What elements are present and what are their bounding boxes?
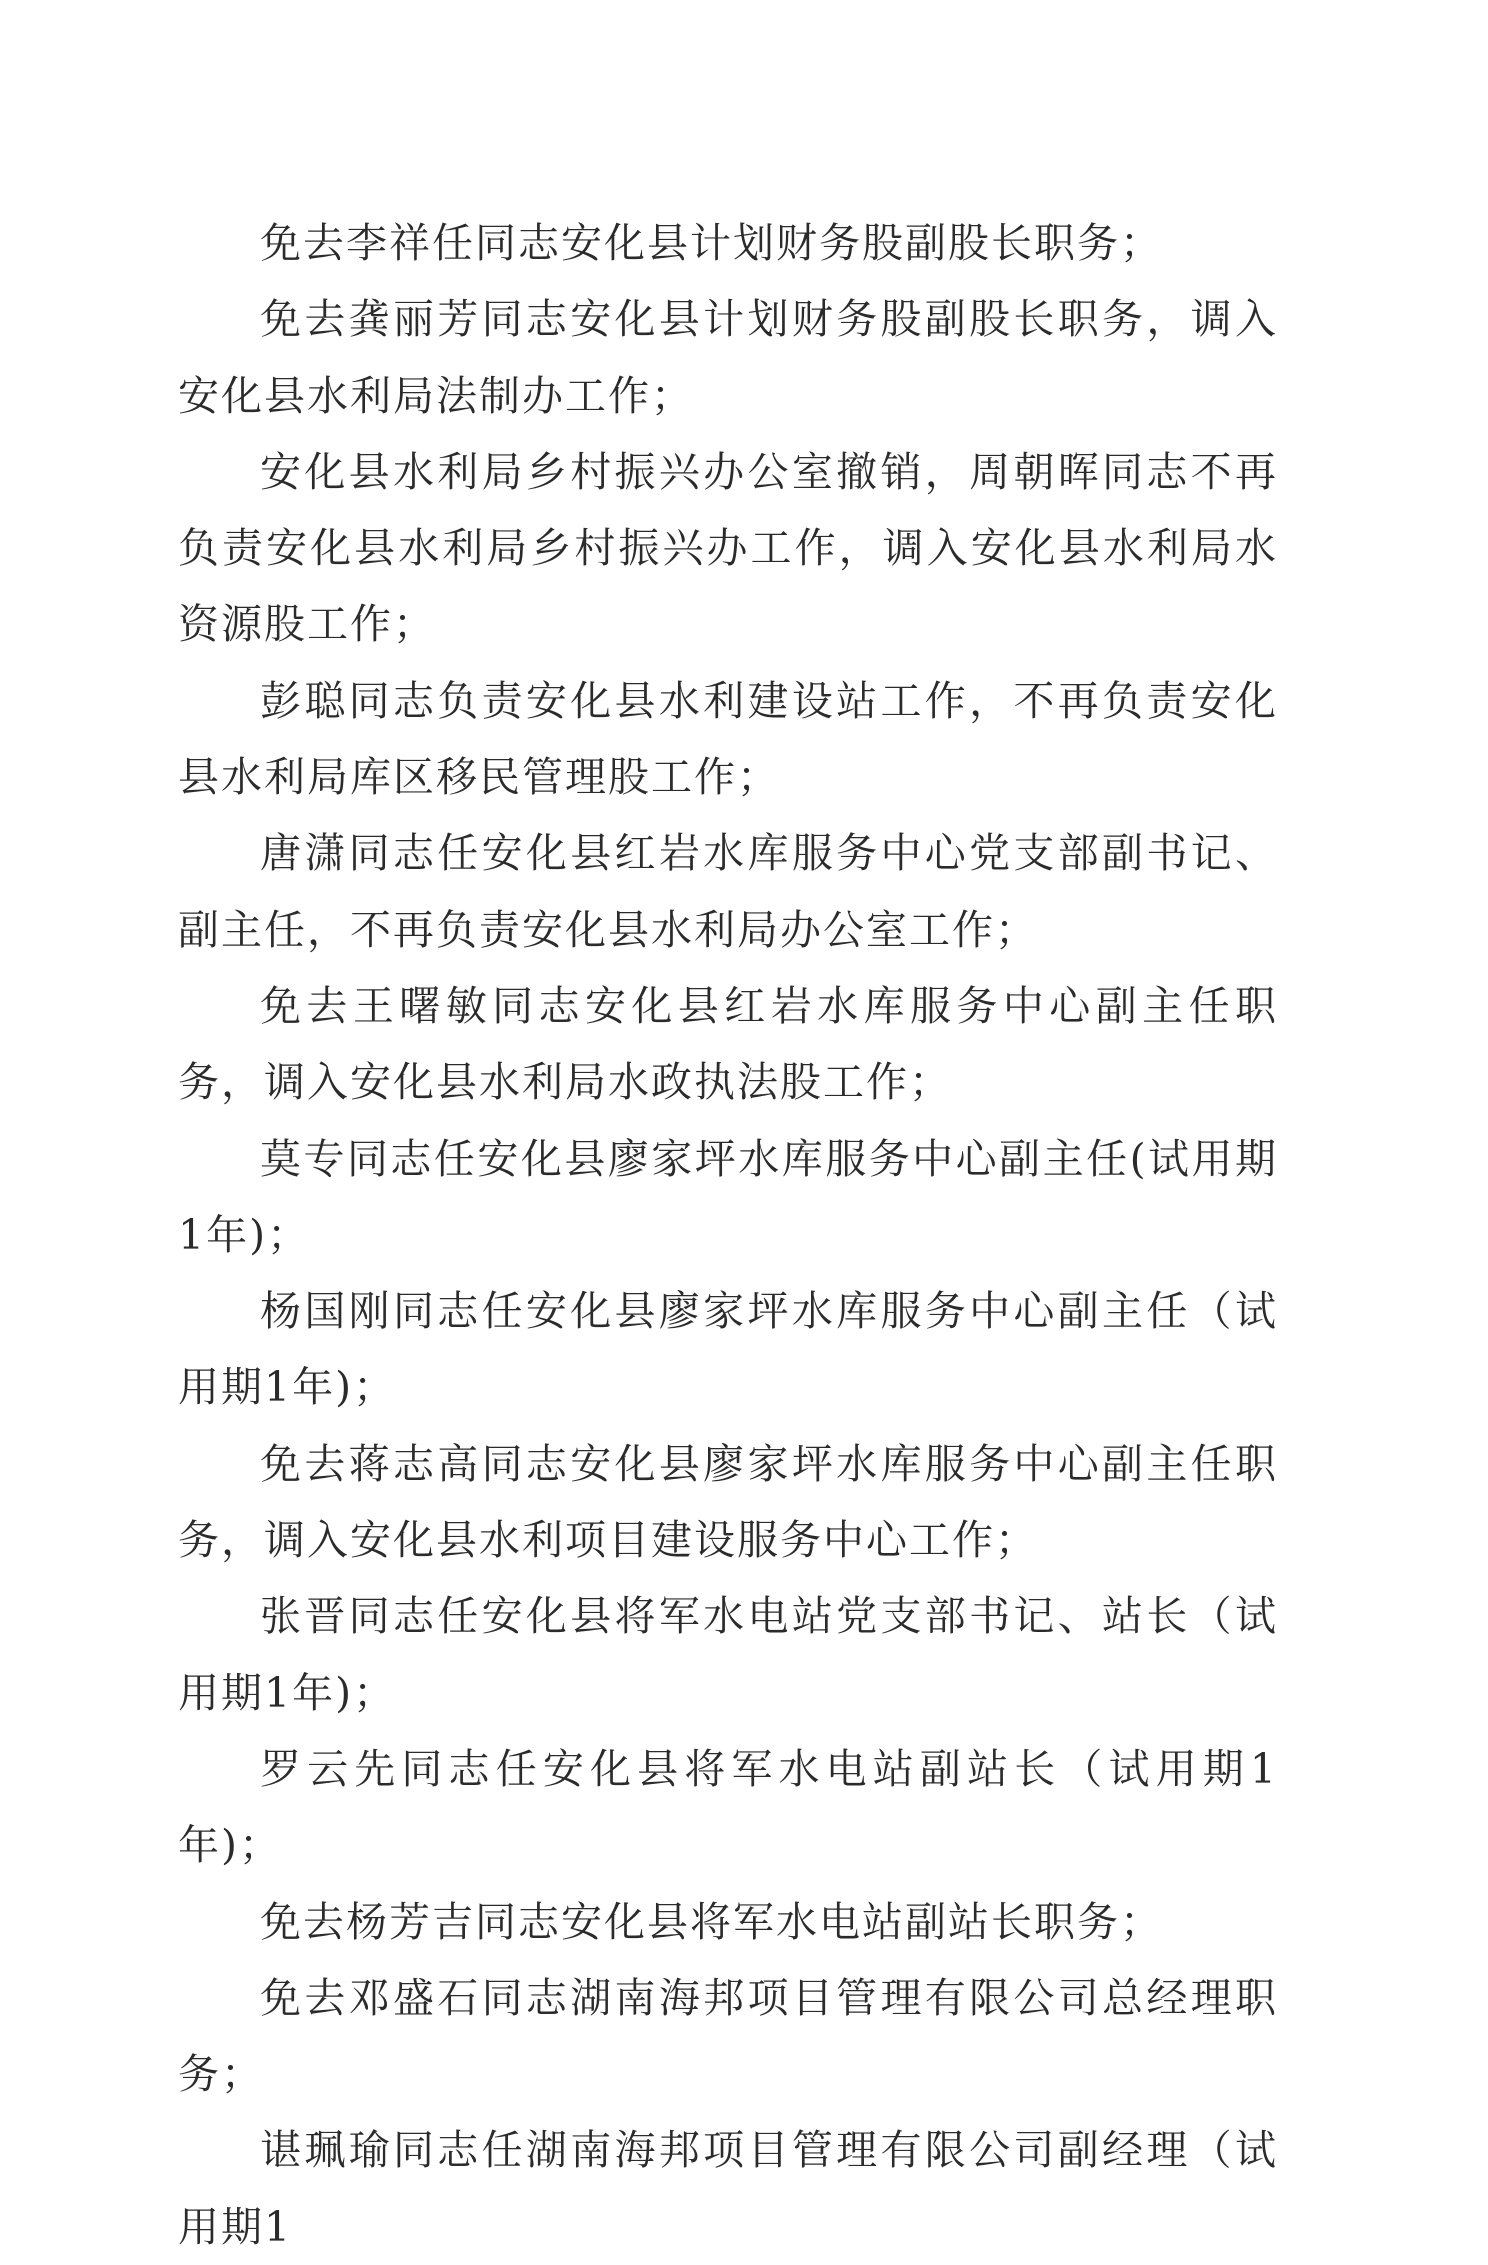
paragraph-12: 免去杨芳吉同志安化县将军水电站副站长职务； (260, 1897, 1163, 1946)
paragraph-5: 唐潇同志任安化县红岩水库服务中心党支部副书记、副主任，不再负责安化县水利局办公室工作； (178, 829, 1278, 954)
document-body (178, 205, 1278, 2265)
paragraph-3: 安化县水利局乡村振兴办公室撤销，周朝晖同志不再负责安化县水利局乡村振兴办工作，调入安化县水利局水资源股工作； (178, 447, 1278, 649)
paragraph-9: 免去蒋志高同志安化县廖家坪水库服务中心副主任职务，调入安化县水利项目建设服务中心工作； (178, 1439, 1278, 1565)
paragraph-1: 免去李祥任同志安化县计划财务股副股长职务； (260, 219, 1163, 267)
paragraph-8: 杨国刚同志任安化县廖家坪水库服务中心副主任（试用期1年)； (178, 1287, 1278, 1412)
paragraph-6: 免去王曙敏同志安化县红岩水库服务中心副主任职务，调入安化县水利局水政执法股工作； (178, 981, 1278, 1107)
paragraph-2: 免去龚丽芳同志安化县计划财务股副股长职务，调入安化县水利局法制办工作； (178, 295, 1278, 420)
paragraph-11: 罗云先同志任安化县将军水电站副站长（试用期1年)； (178, 1744, 1278, 1870)
paragraph-7: 莫专同志任安化县廖家坪水库服务中心副主任(试用期1年)； (178, 1134, 1278, 1259)
paragraph-13: 免去邓盛石同志湖南海邦项目管理有限公司总经理职务； (178, 1973, 1278, 2099)
paragraph-4: 彭聪同志负责安化县水利建设站工作，不再负责安化县水利局库区移民管理股工作； (178, 676, 1278, 802)
paragraph-10: 张晋同志任安化县将军水电站党支部书记、站长（试用期1年)； (178, 1592, 1278, 1717)
paragraph-14: 谌珮瑜同志任湖南海邦项目管理有限公司副经理（试用期1 (178, 2126, 1278, 2251)
